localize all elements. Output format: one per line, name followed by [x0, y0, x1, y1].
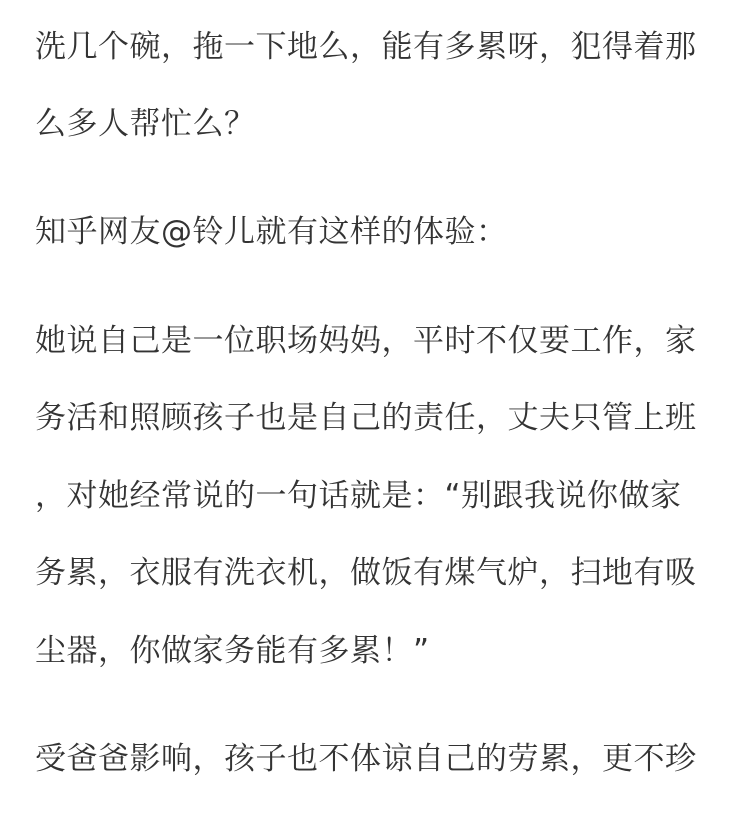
paragraph-1-line-1: 洗几个碗，拖一下地么，能有多累呀，犯得着那	[35, 29, 697, 65]
paragraph-3-line-2: 务活和照顾孩子也是自己的责任，丈夫只管上班	[35, 400, 697, 436]
paragraph-4-line-1: 受爸爸影响，孩子也不体谅自己的劳累，更不珍	[35, 741, 697, 777]
paragraph-3-line-1: 她说自己是一位职场妈妈，平时不仅要工作，家	[35, 323, 697, 359]
paragraph-2-line-1: 知乎网友@铃儿就有这样的体验：	[35, 214, 508, 250]
paragraph-3-line-4: 务累，衣服有洗衣机，做饭有煤气炉，扫地有吸	[35, 555, 697, 591]
paragraph-3-line-3: ，对她经常说的一句话就是：“别跟我说你做家	[35, 478, 682, 514]
paragraph-1-line-2: 么多人帮忙么？	[35, 106, 256, 142]
paragraph-3-line-5: 尘器，你做家务能有多累！”	[35, 633, 430, 669]
